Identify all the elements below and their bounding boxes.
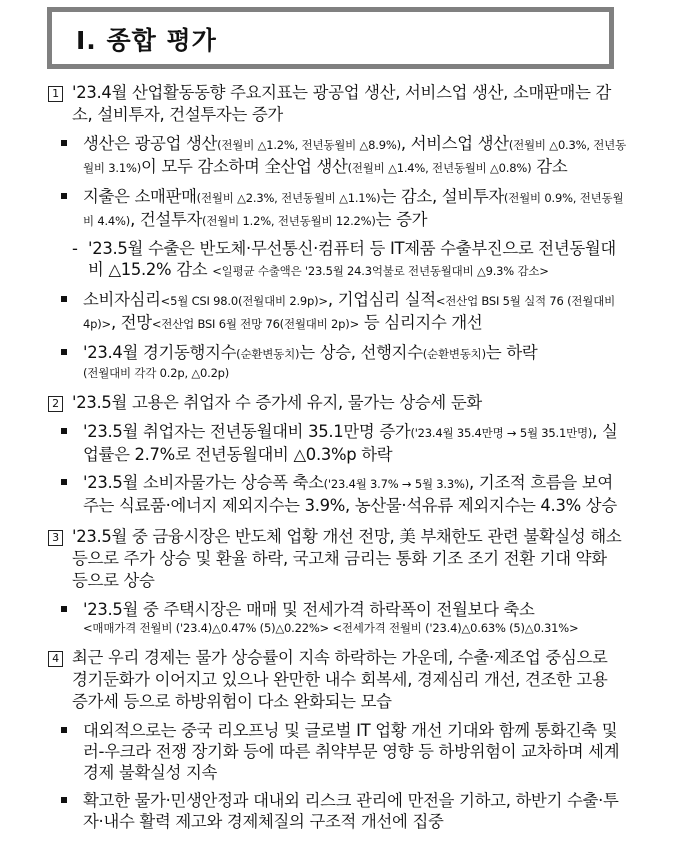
body-text: 는 증가 (375, 210, 428, 229)
body-text: 는 감소, 설비투자 (380, 187, 504, 206)
bullet-item (46, 421, 626, 465)
body-text: '23.5월 취업자는 전년동월대비 35.1만명 증가 (83, 422, 411, 441)
detail-text: (전월비 0.9%, 전년동월비 4.4%) (83, 191, 624, 228)
detail-text: (전월비 △1.2%, 전년동월비 △8.9%) (217, 138, 401, 152)
body-text: 는 상승, 선행지수 (299, 343, 423, 362)
body-text: 확고한 물가·민생안정과 대내외 리스크 관리에 만전을 기하고, 하반기 수출·투자·내수 활력 제고와 경제체질의 구조적 개선에 집중 (83, 791, 619, 831)
section-number-box: 4 (48, 651, 63, 667)
body-text: 생산은 광공업 생산 (83, 134, 218, 153)
bullet-item (46, 186, 626, 232)
body-text: '23.5월 중 주택시장은 매매 및 전세가격 하락폭이 전월보다 축소 (83, 600, 535, 619)
section-heading (46, 82, 626, 126)
body-text: 대외적으로는 중국 리오프닝 및 글로벌 IT 업황 개선 기대와 함께 통화긴축 및 러-우크라 전쟁 장기화 등에 따른 취약부문 영향 등 하방위험이 교차하며 세계경제 불확실성 지속 (83, 721, 620, 782)
body-text: , 전망 (110, 313, 152, 332)
body-text: 지출은 소매판매 (83, 187, 197, 206)
square-bullet-icon (61, 296, 67, 302)
section-4 (46, 647, 626, 832)
detail-text: <일평균 수출액은 '23.5월 24.3억불로 전년동월대비 △9.3% 감소> (212, 264, 549, 278)
bullet-item (46, 599, 626, 637)
detail-text: ('23.4월 35.4만명 → 5월 35.1만명) (410, 426, 593, 440)
bullet-item (46, 472, 626, 516)
body-text: , 실업률은 2.7%로 전년동월대비 △0.3%p 하락 (83, 422, 618, 464)
body-text: , 기조적 흐름을 보여주는 식료품·에너지 제외지수는 3.9%, 농산물·석유류 제외지수는 4.3% 상승 (83, 473, 617, 515)
document-body (46, 82, 626, 842)
sub-item (46, 238, 626, 282)
section-heading (46, 526, 626, 592)
bullet-item (46, 720, 626, 783)
square-bullet-icon (61, 193, 67, 199)
body-text: , 건설투자 (130, 210, 203, 229)
square-bullet-icon (61, 727, 67, 733)
body-text: 감소 (531, 157, 568, 176)
bullet-item (46, 133, 626, 179)
body-text: 소비자심리 (83, 290, 161, 309)
detail-text: <5월 CSI 98.0(전월대비 2.9p)> (160, 294, 328, 308)
detail-text: (전월비 △1.4%, 전년동월비 △0.8%) (347, 161, 532, 175)
detail-text: (순환변동치) (422, 347, 486, 361)
square-bullet-icon (61, 349, 67, 355)
square-bullet-icon (61, 428, 67, 434)
section-number-box: 1 (48, 86, 63, 102)
section-heading-text: 최근 우리 경제는 물가 상승률이 지속 하락하는 가운데, 수출·제조업 중심으로 경기둔화가 이어지고 있으나 완만한 내수 회복세, 경제심리 개선, 견조한 고용 증가세 등으로 하방위험이 다소 완화되는 모습 (72, 648, 608, 711)
detail-text: (전월비 1.2%, 전년동월비 12.2%) (202, 214, 376, 228)
square-bullet-icon (61, 140, 67, 146)
body-text: , 서비스업 생산 (400, 134, 509, 153)
bullet-detail-line: (전월대비 각각 0.2p, △0.2p) (83, 366, 230, 380)
detail-text: <전산업 BSI 5월 실적 76 (전월대비 4p)> (83, 294, 616, 331)
square-bullet-icon (61, 606, 67, 612)
section-heading-text: '23.5월 중 금융시장은 반도체 업황 개선 전망, 美 부채한도 관련 불확실성 해소 등으로 주가 상승 및 환율 하락, 국고채 금리는 통화 기조 조기 전환 기대 약화 등으로 상승 (72, 527, 622, 590)
section-3 (46, 526, 626, 637)
bullet-item (46, 342, 626, 382)
bullet-item (46, 289, 626, 335)
detail-text: ('23.4월 3.7% → 5월 3.3%) (323, 477, 470, 491)
section-number-box: 3 (48, 530, 63, 546)
section-heading-text: '23.4월 산업활동동향 주요지표는 광공업 생산, 서비스업 생산, 소매판매는 감소, 설비투자, 건설투자는 증가 (72, 83, 612, 124)
body-text: '23.5월 소비자물가는 상승폭 축소 (83, 473, 324, 492)
bullet-item (46, 790, 626, 832)
body-text: 등 심리지수 개선 (359, 313, 483, 332)
section-2 (46, 392, 626, 516)
body-text: '23.5월 수출은 반도체·무선통신·컴퓨터 등 IT제품 수출부진으로 전년동월대비 △15.2% 감소 (88, 239, 616, 279)
section-heading (46, 647, 626, 713)
section-heading (46, 392, 626, 414)
bullet-detail-line: <매매가격 전월비 ('23.4)△0.47% (5)△0.22%> <전세가격 전월비 ('23.4)△0.63% (5)△0.31%> (83, 621, 579, 635)
body-text: , 기업심리 실적 (327, 290, 436, 309)
detail-text: (전월비 △2.3%, 전년동월비 △1.1%) (196, 191, 381, 205)
body-text: 는 하락 (485, 343, 538, 362)
body-text: '23.4월 경기동행지수 (83, 343, 237, 362)
detail-text: (순환변동치) (236, 347, 300, 361)
body-text: 이 모두 감소하며 全산업 생산 (140, 157, 348, 176)
section-title-box (47, 7, 614, 69)
section-number-box: 2 (48, 396, 63, 412)
detail-text: (전월비 △0.3%, 전년동월비 3.1%) (83, 138, 626, 175)
dash-bullet-icon: - (72, 239, 78, 258)
square-bullet-icon (61, 797, 67, 803)
section-title: Ⅰ. 종합 평가 (76, 26, 217, 55)
detail-text: <전산업 BSI 6월 전망 76(전월대비 2p)> (151, 317, 359, 331)
section-heading-text: '23.5월 고용은 취업자 수 증가세 유지, 물가는 상승세 둔화 (72, 393, 482, 412)
square-bullet-icon (61, 479, 67, 485)
section-1 (46, 82, 626, 382)
